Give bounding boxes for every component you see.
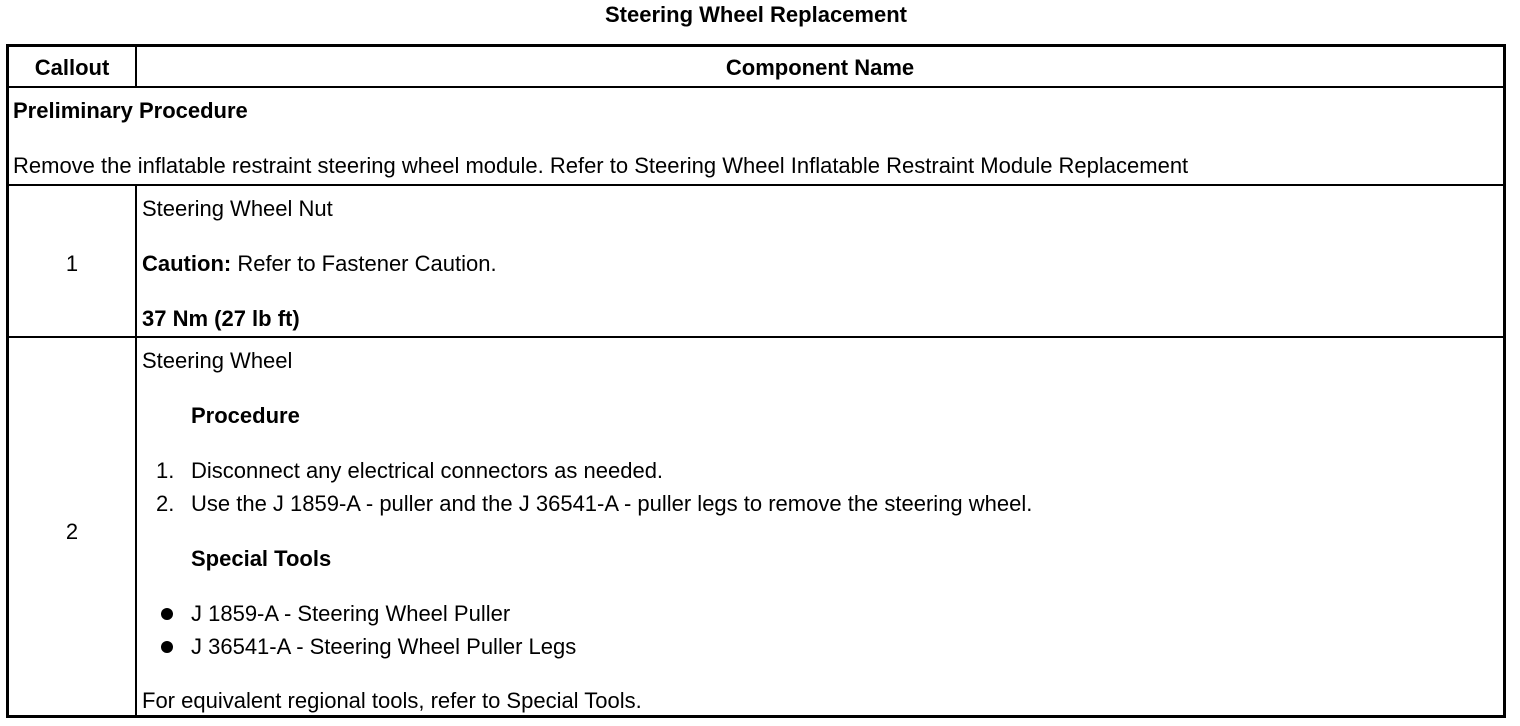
column-divider — [135, 185, 137, 718]
caution-note — [142, 253, 497, 275]
header-callout: Callout — [34, 55, 110, 80]
procedure-table — [6, 44, 1506, 718]
header-divider — [9, 86, 1503, 88]
header-component-name: Component Name — [725, 55, 915, 80]
page-title: Steering Wheel Replacement — [605, 2, 907, 27]
component-name: Steering Wheel Nut — [142, 196, 333, 221]
row-divider — [9, 336, 1503, 338]
torque-spec: 37 Nm (27 lb ft) — [142, 306, 300, 331]
component-name: Steering Wheel — [142, 348, 293, 373]
callout-number: 1 — [65, 251, 79, 276]
bullet-icon — [161, 641, 173, 653]
bullet-icon — [161, 608, 173, 620]
step-number: 2. — [156, 491, 175, 516]
step-text: Disconnect any electrical connectors as needed. — [191, 458, 664, 483]
callout-number: 2 — [65, 519, 79, 544]
procedure-heading: Procedure — [191, 403, 300, 428]
preliminary-text: Remove the inflatable restraint steering wheel module. Refer to Steering Wheel Inflatable Restraint Module Replacement — [13, 153, 1189, 178]
tool-item: J 1859-A - Steering Wheel Puller — [191, 601, 511, 626]
caution-label: Caution: — [142, 251, 232, 276]
step-text: Use the J 1859-A - puller and the J 36541-A - puller legs to remove the steering wheel. — [191, 491, 1033, 516]
row-divider — [9, 184, 1503, 186]
preliminary-heading: Preliminary Procedure — [13, 98, 248, 123]
regional-tools-note: For equivalent regional tools, refer to Special Tools. — [142, 688, 642, 713]
step-number: 1. — [156, 458, 175, 483]
caution-text: Refer to Fastener Caution. — [231, 251, 497, 276]
special-tools-heading: Special Tools — [191, 546, 332, 571]
tool-item: J 36541-A - Steering Wheel Puller Legs — [191, 634, 577, 659]
